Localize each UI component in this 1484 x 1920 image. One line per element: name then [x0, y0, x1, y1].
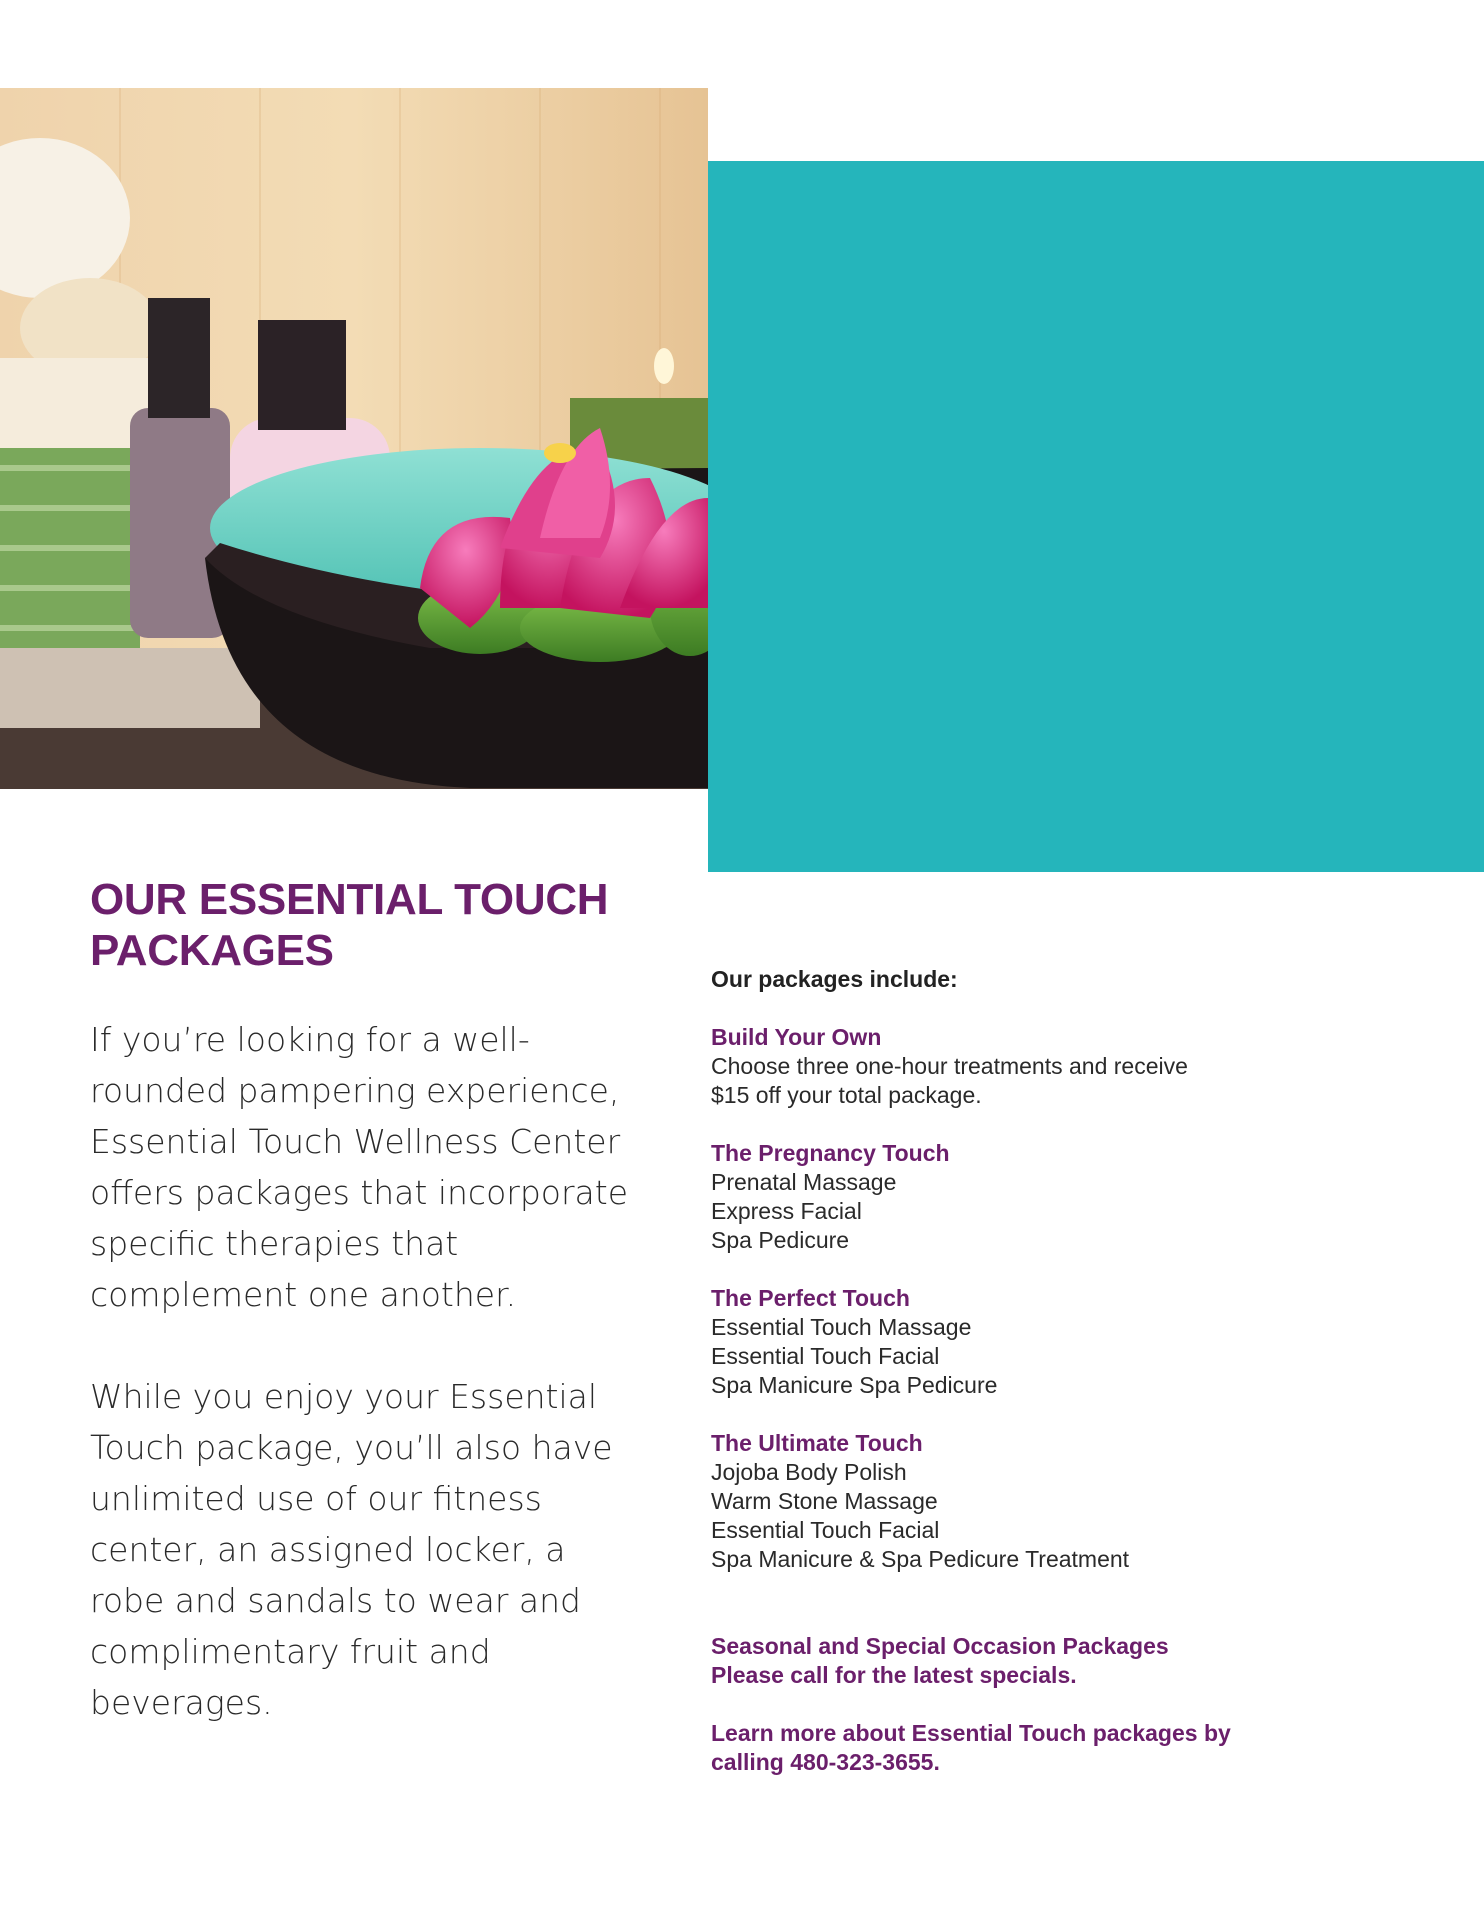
package-line: Spa Pedicure — [711, 1227, 850, 1253]
intro-column — [90, 874, 650, 1728]
package-line: Choose three one-hour treatments and receive — [711, 1053, 1188, 1079]
package-title: The Pregnancy Touch — [711, 1140, 950, 1166]
package-perfect-touch — [711, 1284, 1331, 1400]
teal-color-block — [708, 161, 1484, 872]
package-line: Express Facial — [711, 1198, 862, 1224]
package-title: The Perfect Touch — [711, 1285, 910, 1311]
package-line: Essential Touch Facial — [711, 1343, 940, 1369]
package-line: Jojoba Body Polish — [711, 1459, 907, 1485]
page-title — [90, 874, 650, 976]
contact-line-1: Learn more about Essential Touch packages by — [711, 1720, 1231, 1746]
package-line: Warm Stone Massage — [711, 1488, 938, 1514]
packages-column — [711, 965, 1331, 1777]
package-line: Essential Touch Massage — [711, 1314, 972, 1340]
package-pregnancy-touch — [711, 1139, 1331, 1255]
intro-paragraph-1: If you’re looking for a well-rounded pampering experience, Essential Touch Wellness Center offers packages that incorporate specific therapies that complement one another. — [90, 1020, 628, 1314]
package-build-your-own — [711, 1023, 1331, 1110]
package-line: Essential Touch Facial — [711, 1517, 940, 1543]
package-line: $15 off your total package. — [711, 1082, 982, 1108]
seasonal-packages-note — [711, 1632, 1331, 1690]
package-title: Build Your Own — [711, 1024, 882, 1050]
seasonal-line-2: Please call for the latest specials. — [711, 1662, 1077, 1688]
page-title-line-2: PACKAGES — [90, 926, 334, 975]
package-title: The Ultimate Touch — [711, 1430, 923, 1456]
package-line: Spa Manicure Spa Pedicure — [711, 1372, 998, 1398]
package-line: Prenatal Massage — [711, 1169, 897, 1195]
contact-note — [711, 1719, 1331, 1777]
package-line: Spa Manicure & Spa Pedicure Treatment — [711, 1546, 1130, 1572]
seasonal-line-1: Seasonal and Special Occasion Packages — [711, 1633, 1169, 1659]
spa-hero-photo — [0, 88, 708, 789]
intro-paragraph-2: While you enjoy your Essential Touch package, you’ll also have unlimited use of our fitness center, an assigned locker, a robe and sandals to wear and complimentary fruit and beverages. — [90, 1377, 613, 1722]
package-ultimate-touch — [711, 1429, 1331, 1574]
packages-lead: Our packages include: — [711, 966, 958, 992]
page-title-line-1: OUR ESSENTIAL TOUCH — [90, 875, 609, 924]
contact-line-2: calling 480-323-3655. — [711, 1749, 940, 1775]
